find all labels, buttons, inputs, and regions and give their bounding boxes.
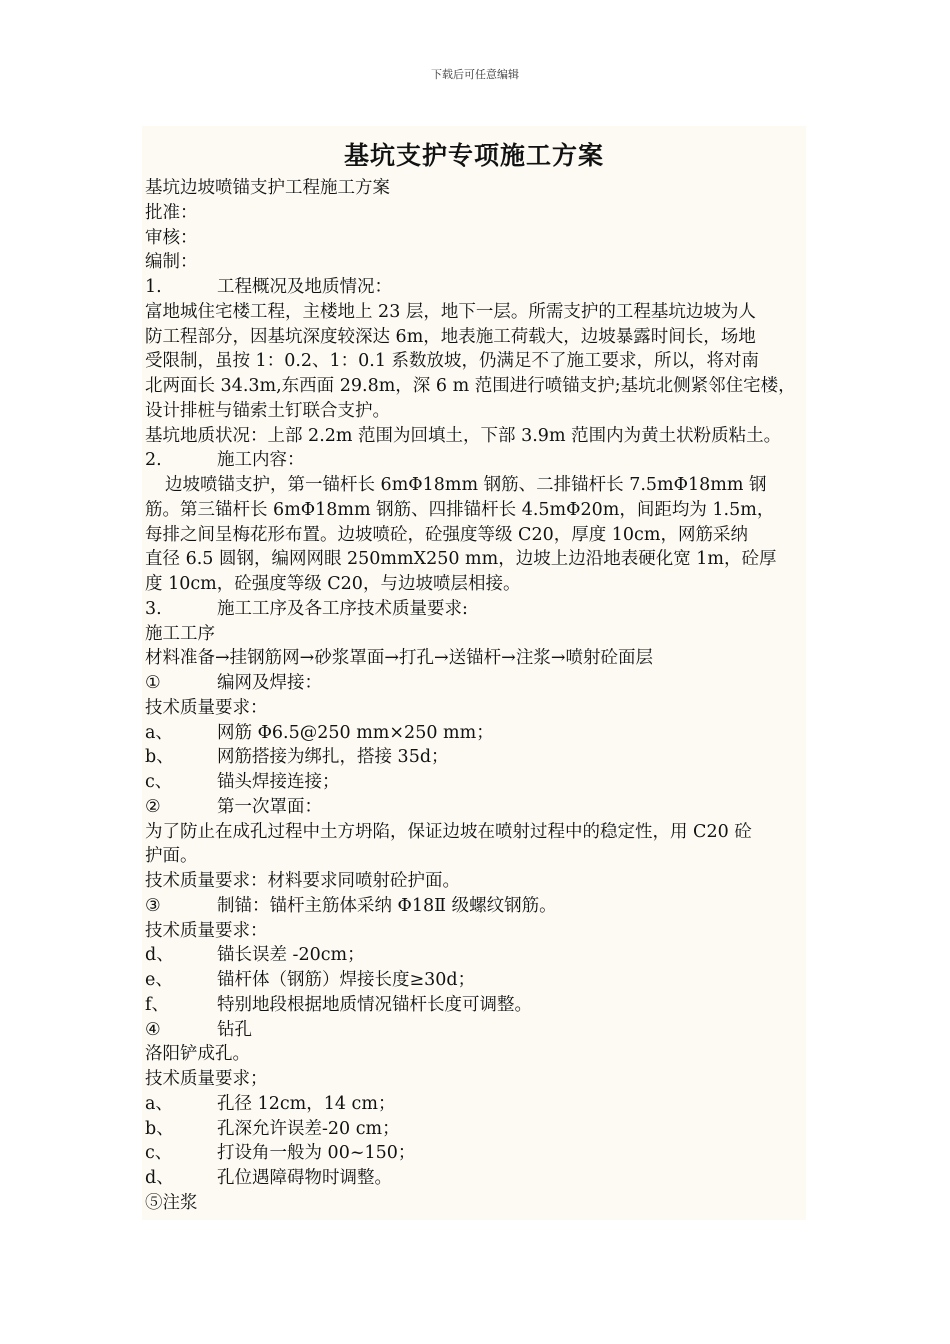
line-text: 制锚：锚杆主筋体采纳 Φ18Ⅱ 级螺纹钢筋。 bbox=[217, 895, 557, 916]
text-line bbox=[145, 646, 817, 671]
text-line bbox=[145, 448, 817, 473]
line-text: 基坑地质状况：上部 2.2m 范围为回填土，下部 3.9m 范围内为黄土状粉质粘土。 bbox=[145, 425, 782, 446]
line-text: 富地城住宅楼工程，主楼地上 23 层，地下一层。所需支护的工程基坑边坡为人 bbox=[145, 301, 756, 322]
line-text: 孔径 12cm，14 cm； bbox=[217, 1093, 396, 1114]
line-text: 度 10cm，砼强度等级 C20，与边坡喷层相接。 bbox=[145, 574, 521, 594]
line-text: 为了防止在成孔过程中土方坍陷，保证边坡在喷射过程中的稳定性，用 C20 砼 bbox=[145, 821, 752, 842]
line-number: c、 bbox=[145, 1143, 173, 1164]
line-text: 基坑边坡喷锚支护工程施工方案 bbox=[145, 178, 390, 198]
text-line bbox=[145, 1117, 817, 1142]
line-number: d、 bbox=[145, 1168, 174, 1188]
text-line bbox=[145, 770, 817, 795]
line-text: 审核： bbox=[145, 227, 198, 248]
line-number: ④ bbox=[145, 1019, 161, 1040]
line-number: b、 bbox=[145, 747, 174, 768]
text-line bbox=[145, 745, 817, 770]
text-line bbox=[145, 250, 817, 275]
text-line bbox=[145, 176, 817, 201]
line-text: 打设角一般为 00~150； bbox=[217, 1143, 416, 1164]
line-text: 批准： bbox=[145, 202, 198, 223]
text-line bbox=[145, 1018, 817, 1043]
text-line bbox=[145, 226, 817, 251]
text-line bbox=[145, 424, 817, 449]
line-number: ② bbox=[145, 796, 161, 817]
line-number: ① bbox=[145, 673, 161, 693]
line-text: 技术质量要求：材料要求同喷射砼护面。 bbox=[145, 871, 460, 891]
text-line bbox=[145, 473, 817, 498]
line-text: 材料准备→挂钢筋网→砂浆罩面→打孔→送锚杆→注浆→喷射砼面层 bbox=[145, 648, 653, 669]
line-text: 工程概况及地质情况： bbox=[217, 277, 392, 297]
text-line bbox=[145, 275, 817, 300]
line-text: 每排之间呈梅花形布置。边坡喷砼，砼强度等级 C20，厚度 10cm，网筋采纳 bbox=[145, 524, 748, 545]
text-line bbox=[145, 993, 817, 1018]
text-line bbox=[145, 721, 817, 746]
text-line bbox=[145, 523, 817, 548]
text-line bbox=[145, 547, 817, 572]
text-line bbox=[145, 1067, 817, 1092]
text-line bbox=[145, 1191, 817, 1216]
text-line bbox=[145, 399, 817, 424]
line-text: 北两面长 34.3m,东西面 29.8m，深 6 m 范围进行喷锚支护;基坑北侧紧邻住宅楼， bbox=[145, 376, 796, 396]
line-text: 技术质量要求； bbox=[145, 1069, 268, 1089]
line-text: 技术质量要求： bbox=[145, 920, 268, 941]
text-line bbox=[145, 597, 817, 622]
line-number: a、 bbox=[145, 722, 173, 743]
text-line bbox=[145, 201, 817, 226]
line-number: c、 bbox=[145, 772, 173, 792]
line-text: 技术质量要求： bbox=[145, 697, 268, 718]
line-text: 设计排桩与锚索土钉联合支护。 bbox=[145, 400, 390, 421]
line-text: 锚长误差 -20cm； bbox=[217, 945, 365, 966]
text-line bbox=[145, 325, 817, 350]
line-text: 特别地段根据地质情况锚杆长度可调整。 bbox=[217, 994, 532, 1015]
text-line bbox=[145, 498, 817, 523]
text-line bbox=[145, 622, 817, 647]
text-line bbox=[145, 696, 817, 721]
line-text: 编制： bbox=[145, 252, 198, 273]
line-text: 直径 6.5 圆钢，编网网眼 250mmⅩ250 mm，边坡上边沿地表硬化宽 1m，砼厚 bbox=[145, 549, 777, 570]
text-line bbox=[145, 1141, 817, 1166]
line-text: 网筋搭接为绑扎，搭接 35d； bbox=[217, 747, 449, 768]
text-line bbox=[145, 844, 817, 869]
line-text: 施工工序 bbox=[145, 623, 215, 644]
line-text: 第一次罩面： bbox=[217, 796, 322, 817]
line-text: 钻孔 bbox=[217, 1019, 252, 1040]
text-line bbox=[145, 671, 817, 696]
line-text: 边坡喷锚支护，第一锚杆长 6mΦ18mm 钢筋、二排锚杆长 7.5mΦ18mm 钢 bbox=[165, 475, 767, 495]
text-line bbox=[145, 894, 817, 919]
text-line bbox=[145, 374, 817, 399]
line-number: b、 bbox=[145, 1118, 174, 1139]
text-line bbox=[145, 300, 817, 325]
line-number: a、 bbox=[145, 1093, 173, 1114]
line-number: 3. bbox=[145, 598, 162, 619]
text-line bbox=[145, 820, 817, 845]
line-text: 孔位遇障碍物时调整。 bbox=[217, 1168, 392, 1188]
text-line bbox=[145, 1166, 817, 1191]
line-text: 编网及焊接： bbox=[217, 673, 322, 693]
line-text: 锚杆体（钢筋）焊接长度≥30d； bbox=[217, 970, 476, 990]
line-text: 受限制，虽按 1：0.2、1：0.1 系数放坡，仍满足不了施工要求，所以，将对南 bbox=[145, 351, 760, 372]
line-text: ⑤注浆 bbox=[145, 1192, 198, 1213]
text-line bbox=[145, 349, 817, 374]
line-text: 施工工序及各工序技术质量要求: bbox=[217, 598, 468, 619]
line-number: 1. bbox=[145, 277, 162, 297]
text-line bbox=[145, 1092, 817, 1117]
text-line bbox=[145, 1042, 817, 1067]
document-title: 基坑支护专项施工方案 bbox=[343, 141, 604, 170]
text-line bbox=[145, 943, 817, 968]
line-number: 2. bbox=[145, 450, 162, 471]
text-line bbox=[145, 968, 817, 993]
line-text: 防工程部分，因基坑深度较深达 6m，地表施工荷载大，边坡暴露时间长，场地 bbox=[145, 326, 756, 347]
line-text: 筋。第三锚杆长 6mΦ18mm 钢筋、四排锚杆长 4.5mΦ20m，间距均为 1.5m， bbox=[145, 499, 775, 520]
document-lines bbox=[145, 176, 817, 1216]
line-text: 护面。 bbox=[145, 846, 198, 867]
line-text: 洛阳铲成孔。 bbox=[145, 1044, 250, 1065]
line-text: 施工内容： bbox=[217, 450, 305, 471]
text-line bbox=[145, 572, 817, 597]
line-number: ③ bbox=[145, 895, 161, 916]
text-line bbox=[145, 869, 817, 894]
line-number: e、 bbox=[145, 970, 173, 990]
line-text: 锚头焊接连接； bbox=[217, 772, 340, 792]
document-body bbox=[142, 126, 806, 1220]
text-line bbox=[145, 919, 817, 944]
line-number: d、 bbox=[145, 945, 174, 966]
line-text: 孔深允许误差-20 cm； bbox=[217, 1118, 400, 1139]
line-number: f、 bbox=[145, 994, 169, 1015]
header-note: 下载后可任意编辑 bbox=[431, 68, 519, 81]
line-text: 网筋 Φ6.5@250 mm×250 mm； bbox=[217, 722, 494, 743]
text-line bbox=[145, 795, 817, 820]
